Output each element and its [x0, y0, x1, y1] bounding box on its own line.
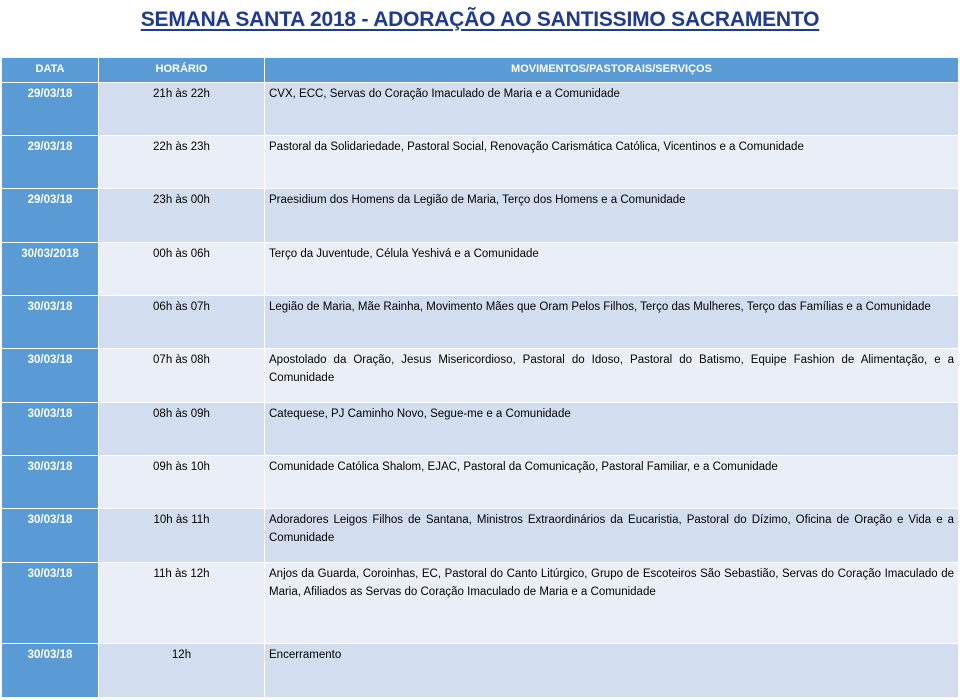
cell-groups: Comunidade Católica Shalom, EJAC, Pastoral da Comunicação, Pastoral Familiar, e a Comunidade [265, 456, 959, 509]
table-row [2, 403, 959, 456]
cell-groups: Catequese, PJ Caminho Novo, Segue-me e a Comunidade [265, 403, 959, 456]
cell-groups: Terço da Juventude, Célula Yeshivá e a Comunidade [265, 243, 959, 296]
cell-date: 29/03/18 [2, 136, 99, 189]
cell-time: 09h às 10h [99, 456, 265, 509]
header-row [2, 58, 959, 83]
page-title [0, 8, 960, 32]
cell-time: 07h às 08h [99, 349, 265, 403]
schedule-table [1, 57, 959, 698]
cell-date: 30/03/18 [2, 349, 99, 403]
cell-date: 30/03/2018 [2, 243, 99, 296]
cell-time: 06h às 07h [99, 296, 265, 349]
cell-groups: CVX, ECC, Servas do Coração Imaculado de Maria e a Comunidade [265, 83, 959, 136]
header-time: HORÁRIO [99, 58, 265, 83]
table-row [2, 189, 959, 243]
table-row [2, 644, 959, 698]
table-row [2, 456, 959, 509]
cell-date: 29/03/18 [2, 189, 99, 243]
cell-groups: Legião de Maria, Mãe Rainha, Movimento Mães que Oram Pelos Filhos, Terço das Mulheres, Terço das Famílias e a Comunidade [265, 296, 959, 349]
cell-groups: Encerramento [265, 644, 959, 698]
cell-groups: Praesidium dos Homens da Legião de Maria, Terço dos Homens e a Comunidade [265, 189, 959, 243]
table-row [2, 243, 959, 296]
cell-groups: Apostolado da Oração, Jesus Misericordioso, Pastoral do Idoso, Pastoral do Batismo, Equipe Fashion de Alimentação, e a Comunidade [265, 349, 959, 403]
table-row [2, 349, 959, 403]
page-title-text: SEMANA SANTA 2018 - ADORAÇÃO AO SANTISSIMO SACRAMENTO [140, 8, 820, 31]
cell-date: 30/03/18 [2, 644, 99, 698]
cell-date: 29/03/18 [2, 83, 99, 136]
cell-time: 11h às 12h [99, 563, 265, 644]
header-date: DATA [2, 58, 99, 83]
cell-time: 22h às 23h [99, 136, 265, 189]
cell-date: 30/03/18 [2, 563, 99, 644]
table-row [2, 83, 959, 136]
cell-time: 08h às 09h [99, 403, 265, 456]
cell-groups: Pastoral da Solidariedade, Pastoral Social, Renovação Carismática Católica, Vicentinos e a Comunidade [265, 136, 959, 189]
cell-time: 00h às 06h [99, 243, 265, 296]
cell-time: 12h [99, 644, 265, 698]
cell-time: 21h às 22h [99, 83, 265, 136]
header-groups: MOVIMENTOS/PASTORAIS/SERVIÇOS [265, 58, 959, 83]
table-row [2, 136, 959, 189]
cell-date: 30/03/18 [2, 296, 99, 349]
cell-date: 30/03/18 [2, 456, 99, 509]
cell-time: 10h às 11h [99, 509, 265, 563]
table-row [2, 509, 959, 563]
cell-groups: Anjos da Guarda, Coroinhas, EC, Pastoral do Canto Litúrgico, Grupo de Escoteiros São Sebastião, Servas do Coração Imaculado de Maria, Afiliados as Servas do Coração Imaculado de Maria e a Comunidade [265, 563, 959, 644]
table-row [2, 563, 959, 644]
cell-groups: Adoradores Leigos Filhos de Santana, Ministros Extraordinários da Eucaristia, Pastoral do Dízimo, Oficina de Oração e Vida e a Comunidade [265, 509, 959, 563]
table-row [2, 296, 959, 349]
cell-date: 30/03/18 [2, 403, 99, 456]
cell-time: 23h às 00h [99, 189, 265, 243]
cell-date: 30/03/18 [2, 509, 99, 563]
